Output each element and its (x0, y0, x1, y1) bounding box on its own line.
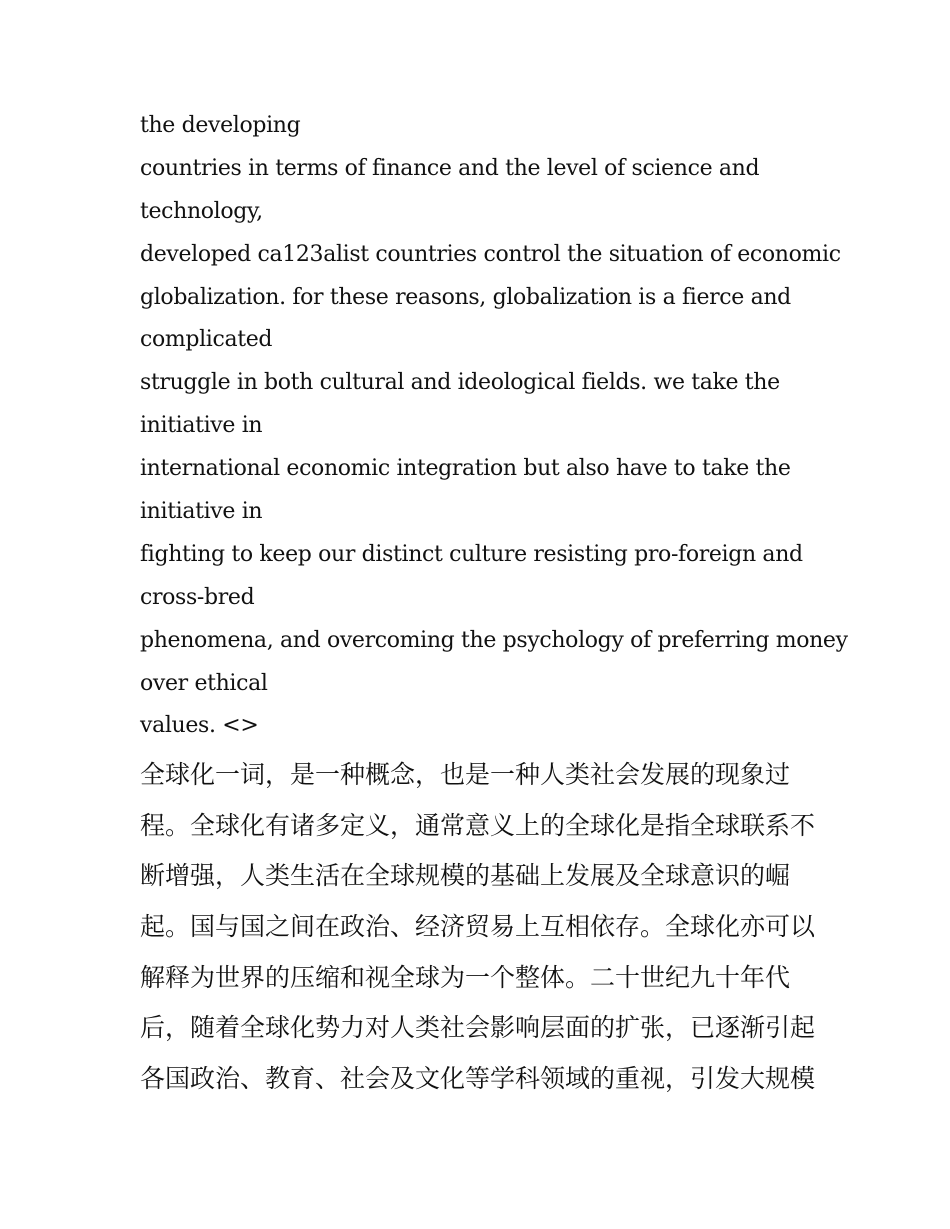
chinese-line: 断增强，人类生活在全球规模的基础上发展及全球意识的崛 (140, 861, 791, 891)
english-line: globalization. for these reasons, globalization is a fierce and (140, 284, 791, 310)
english-line: technology, (140, 198, 263, 224)
english-line: the developing (140, 113, 301, 138)
chinese-line: 程。全球化有诸多定义，通常意义上的全球化是指全球联系不 (140, 810, 816, 840)
english-paragraph (140, 105, 848, 748)
chinese-line: 各国政治、教育、社会及文化等学科领域的重视，引发大规模 (140, 1064, 816, 1094)
english-line: initiative in (140, 413, 263, 439)
english-line: values. <> (140, 713, 259, 739)
english-line: phenomena, and overcoming the psychology of preferring money (140, 627, 848, 653)
english-line: over ethical (140, 670, 268, 696)
english-line: countries in terms of finance and the level of science and (140, 155, 760, 181)
chinese-line: 起。国与国之间在政治、经济贸易上互相依存。全球化亦可以 (140, 912, 816, 942)
english-line: fighting to keep our distinct culture resisting pro-foreign and (140, 541, 803, 567)
chinese-line: 解释为世界的压缩和视全球为一个整体。二十世纪九十年代 (140, 962, 791, 992)
english-line: complicated (140, 327, 273, 353)
english-line: developed ca123alist countries control the situation of economic (140, 241, 841, 267)
chinese-paragraph (140, 750, 820, 1105)
chinese-line: 后，随着全球化势力对人类社会影响层面的扩张，已逐渐引起 (140, 1013, 816, 1043)
english-line: struggle in both cultural and ideological fields. we take the (140, 370, 780, 396)
english-line: cross-bred (140, 584, 255, 610)
english-line: initiative in (140, 499, 263, 525)
chinese-line: 全球化一词，是一种概念，也是一种人类社会发展的现象过 (140, 760, 791, 789)
english-line: international economic integration but also have to take the (140, 456, 791, 482)
